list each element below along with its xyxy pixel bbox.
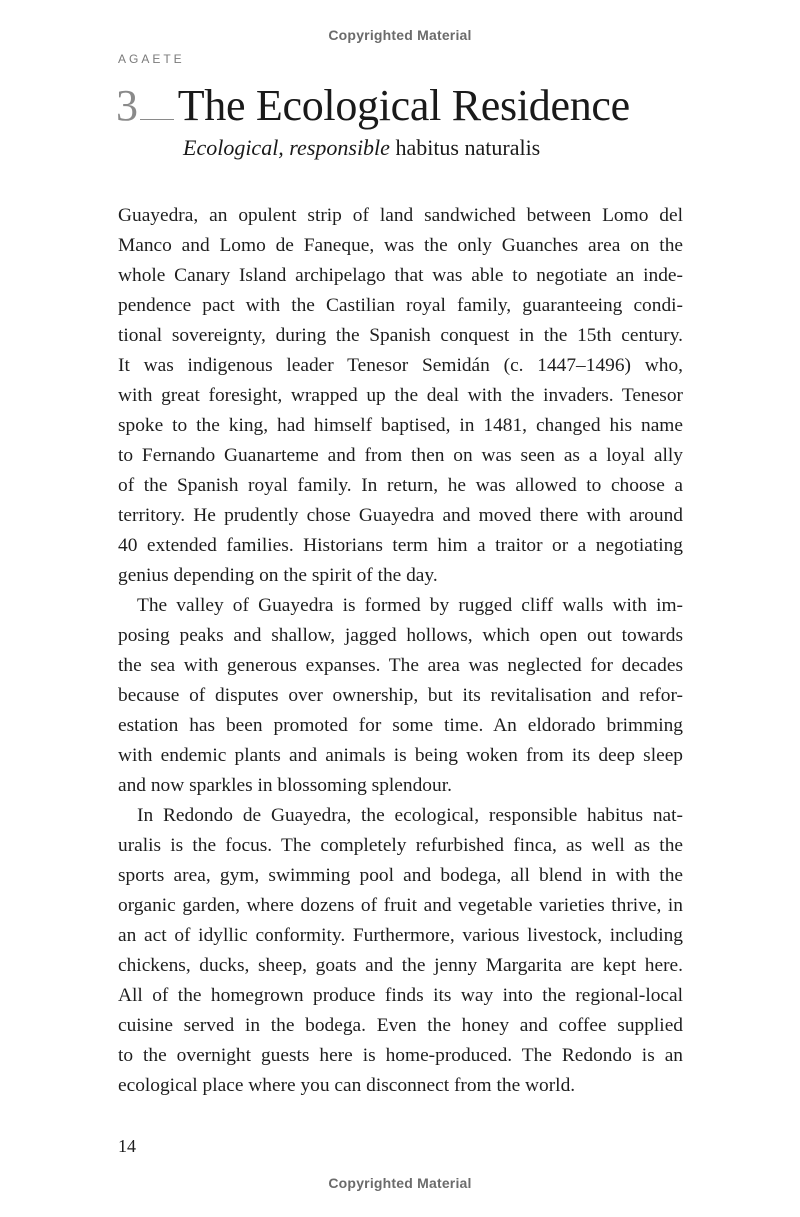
text-line: because of disputes over ownership, but its revitalisation and refor-	[118, 685, 683, 706]
text-line: chickens, ducks, sheep, goats and the jenny Margarita are kept here.	[118, 955, 683, 976]
text-line: organic garden, where dozens of fruit and vegetable varieties thrive, in	[118, 895, 683, 916]
subtitle-italic-part: Ecological, responsible	[183, 135, 390, 160]
text-line: posing peaks and shallow, jagged hollows, which open out towards	[118, 625, 683, 646]
text-line: ecological place where you can disconnect from the world.	[118, 1075, 576, 1096]
chapter-rule-divider	[140, 119, 174, 120]
text-line: In Redondo de Guayedra, the ecological, responsible habitus nat-	[137, 805, 683, 826]
text-line: Guayedra, an opulent strip of land sandwiched between Lomo del	[118, 205, 683, 226]
text-line: and now sparkles in blossoming splendour.	[118, 775, 452, 796]
paragraph	[118, 801, 683, 1101]
chapter-number: 3	[116, 81, 138, 130]
text-line: of the Spanish royal family. In return, he was allowed to choose a	[118, 475, 683, 496]
text-line: territory. He prudently chose Guayedra and moved there with around	[118, 505, 683, 526]
body-text	[118, 201, 683, 1101]
text-line: It was indigenous leader Tenesor Semidán (c. 1447–1496) who,	[118, 355, 683, 376]
text-line: sports area, gym, swimming pool and bodega, all blend in with the	[118, 865, 683, 886]
text-line: tional sovereignty, during the Spanish conquest in the 15th century.	[118, 325, 683, 346]
text-line: genius depending on the spirit of the day.	[118, 565, 438, 586]
text-line: with great foresight, wrapped up the deal with the invaders. Tenesor	[118, 385, 683, 406]
subtitle-roman-part: habitus naturalis	[389, 135, 541, 160]
paragraph	[118, 591, 683, 801]
text-line: pendence pact with the Castilian royal family, guaranteeing condi-	[118, 295, 683, 316]
paragraph	[118, 201, 683, 591]
text-line: with endemic plants and animals is being woken from its deep sleep	[118, 745, 683, 766]
text-line: spoke to the king, had himself baptised, in 1481, changed his name	[118, 415, 683, 436]
text-line: 40 extended families. Historians term him a traitor or a negotiating	[118, 535, 683, 556]
text-line: to Fernando Guanarteme and from then on was seen as a loyal ally	[118, 445, 683, 466]
chapter-heading	[116, 80, 630, 132]
chapter-title: The Ecological Residence	[177, 81, 630, 130]
text-line: The valley of Guayedra is formed by rugged cliff walls with im-	[137, 595, 683, 616]
text-line: whole Canary Island archipelago that was able to negotiate an inde-	[118, 265, 683, 286]
text-line: All of the homegrown produce finds its way into the regional-local	[118, 985, 683, 1006]
copyright-watermark-bottom: Copyrighted Material	[328, 1175, 472, 1191]
text-line: to the overnight guests here is home-produced. The Redondo is an	[118, 1045, 683, 1066]
page-number: 14	[118, 1136, 136, 1156]
running-head: AGAETE	[118, 52, 185, 66]
copyright-watermark-top: Copyrighted Material	[328, 27, 472, 43]
chapter-subtitle	[183, 134, 540, 162]
text-line: an act of idyllic conformity. Furthermore, various livestock, including	[118, 925, 683, 946]
text-line: cuisine served in the bodega. Even the honey and coffee supplied	[118, 1015, 683, 1036]
text-line: estation has been promoted for some time. An eldorado brimming	[118, 715, 683, 736]
text-line: the sea with generous expanses. The area was neglected for decades	[118, 655, 683, 676]
text-line: uralis is the focus. The completely refurbished finca, as well as the	[118, 835, 683, 856]
text-line: Manco and Lomo de Faneque, was the only Guanches area on the	[118, 235, 683, 256]
